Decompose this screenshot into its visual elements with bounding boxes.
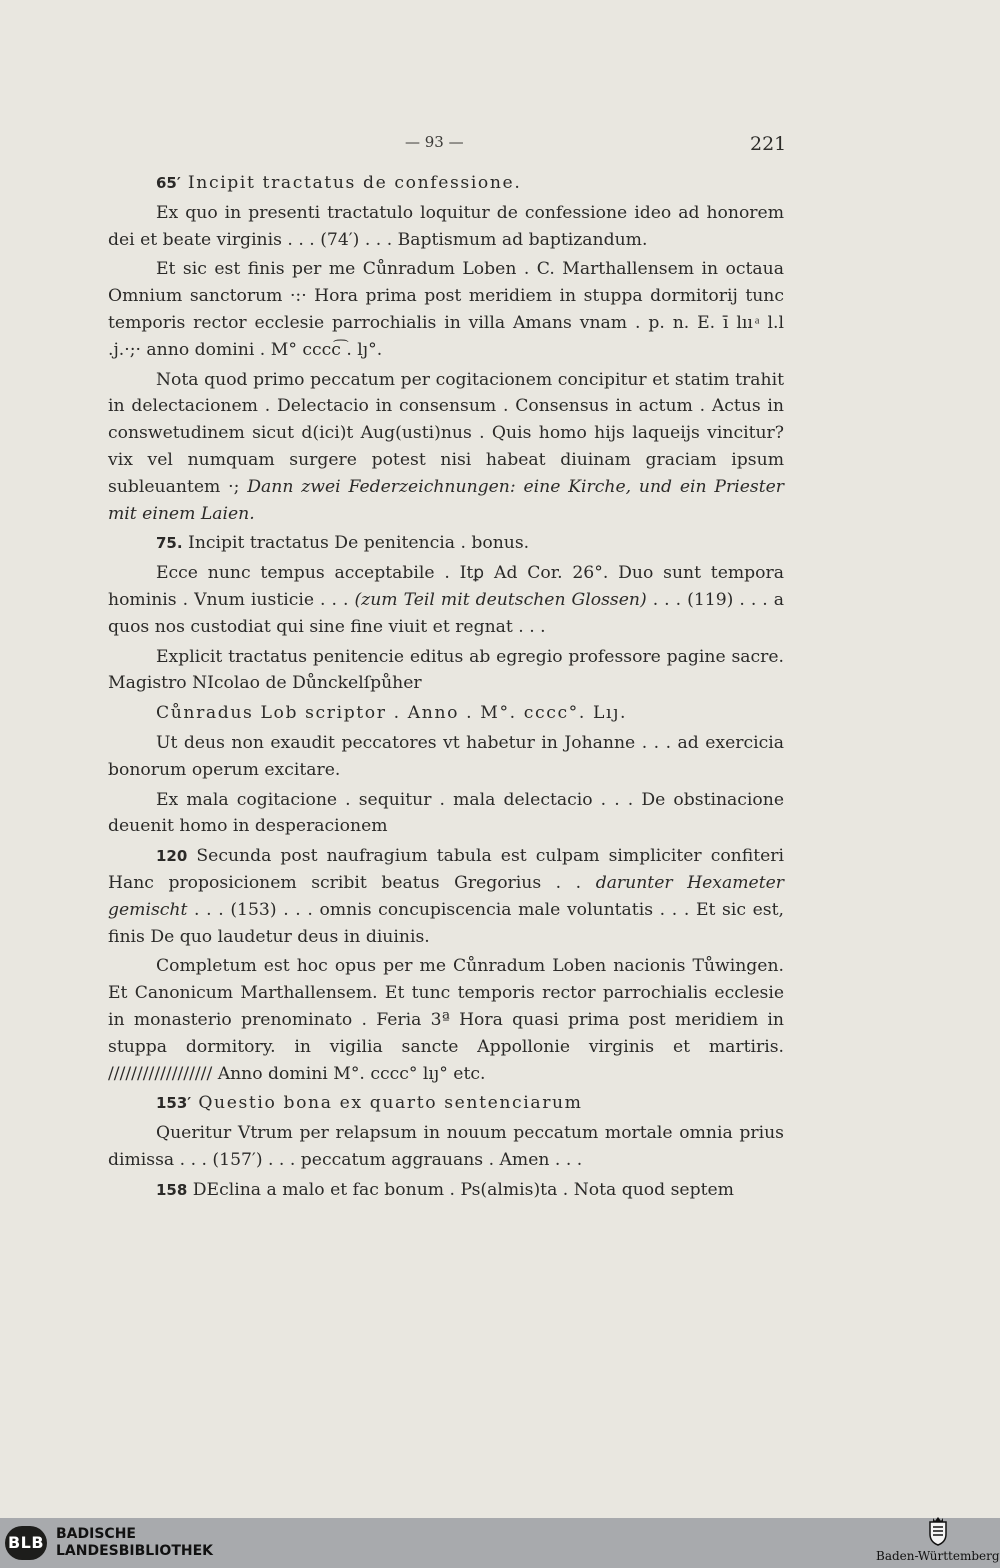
body-text [108, 170, 784, 1206]
coat-of-arms-icon [927, 1516, 949, 1546]
section-number: 65′ [156, 174, 181, 192]
state-name[interactable]: Baden-Württemberg [876, 1549, 1000, 1563]
paragraph: Ex mala cogitacione . sequitur . mala delectacio . . . De obstinacione deuenit homo in desperacionem [108, 789, 784, 837]
paragraph: Ex quo in presenti tractatulo loquitur de confessione ideo ad honorem dei et beate virginis . . . (74′) . . . Baptismum ad baptizandum. [108, 202, 784, 250]
paragraph: Completum est hoc opus per me Cůnradum Loben nacionis Tůwingen. Et Canonicum Marthallensem. Et tunc temporis rector parrochialis ecclesie in monasterio prenominato . Feria 3ª Hora quasi prima post meridiem in stuppa dormitory. in vigilia sancte Appollonie virginis et martiris. ////////////////// Anno domini M°. cccc° lıȷ° etc. [108, 956, 784, 1084]
paragraph: 120 Secunda post naufragium tabula est culpam simpliciter confiteri Hanc proposicionem scribit beatus Gregorius . . darunter Hexameter gemischt . . . (153) . . . omnis concupiscencia male voluntatis . . . Et sic est, finis De quo laudetur deus in diuinis. [108, 846, 784, 947]
paragraph: Ecce nunc tempus acceptabile . Itꝑ Ad Cor. 26°. Duo sunt tempora hominis . Vnum iusticie . . . (zum Teil mit deutschen Glossen) . . . (119) . . . a quos nos custodiat qui sine fine viuit et regnat . . . [108, 563, 785, 637]
blb-logo-icon[interactable]: BLB [5, 1526, 47, 1560]
paragraph: 153′ Questio bona ex quarto sentenciarum [156, 1093, 583, 1114]
paragraph: 75. Incipit tractatus De penitencia . bonus. [156, 533, 530, 554]
section-number: 120 [156, 847, 188, 866]
paragraph: Queritur Vtrum per relapsum in nouum peccatum mortale omnia prius dimissa . . . (157′) . . . peccatum aggrauans . Amen . . . [108, 1123, 784, 1170]
paragraph: 158 DEclina a malo et fac bonum . Ps(almis)ta . Nota quod septem [156, 1179, 734, 1200]
page-header [0, 133, 1000, 157]
section-number: 153′ [156, 1094, 192, 1113]
paragraph: Cůnradus Lob scriptor . Anno . M°. cccc°. Lıȷ. [156, 703, 628, 724]
section-number: 158 [156, 1180, 188, 1199]
page-center-number: — 93 — [405, 133, 464, 151]
paragraph: 65′ Incipit tractatus de confessione. [156, 173, 522, 193]
paragraph: Nota quod primo peccatum per cogitacionem concipitur et statim trahit in delectacionem . Delectacio in consensum . Consensus in actum . Actus in conswetudinem sicut d(ici)t Aug(usti)nus . Quis homo hijs laqueijs vincitur? vix vel numquam surgere potest nisi habeat diuinam graciam ipsum subleuantem ·; Dann zwei Federzeichnungen: eine Kirche, und ein Priester mit einem Laien. [108, 369, 784, 524]
paragraph: Et sic est finis per me Cůnradum Loben . C. Marthallensem in octaua Omnium sanctorum ·:· Hora prima post meridiem in stuppa dormitorij tunc temporis rector ecclesie parrochialis in villa Amans vnam . p. n. E. ī lıı ͣ l.l .j.·;· anno domini . M° cccc͡ . lȷ°. [108, 259, 784, 360]
paragraph: Explicit tractatus penitencie editus ab egregio professore pagine sacre. Magistro NIcolao de Důnckelſpůher [108, 646, 784, 694]
library-footer [0, 1518, 1000, 1568]
page-number: 221 [750, 133, 787, 155]
paragraph: Ut deus non exaudit peccatores vt habetur in Johanne . . . ad exercicia bonorum operum excitare. [108, 732, 784, 780]
library-name[interactable]: BADISCHE LANDESBIBLIOTHEK [56, 1526, 214, 1559]
section-number: 75. [156, 534, 183, 553]
